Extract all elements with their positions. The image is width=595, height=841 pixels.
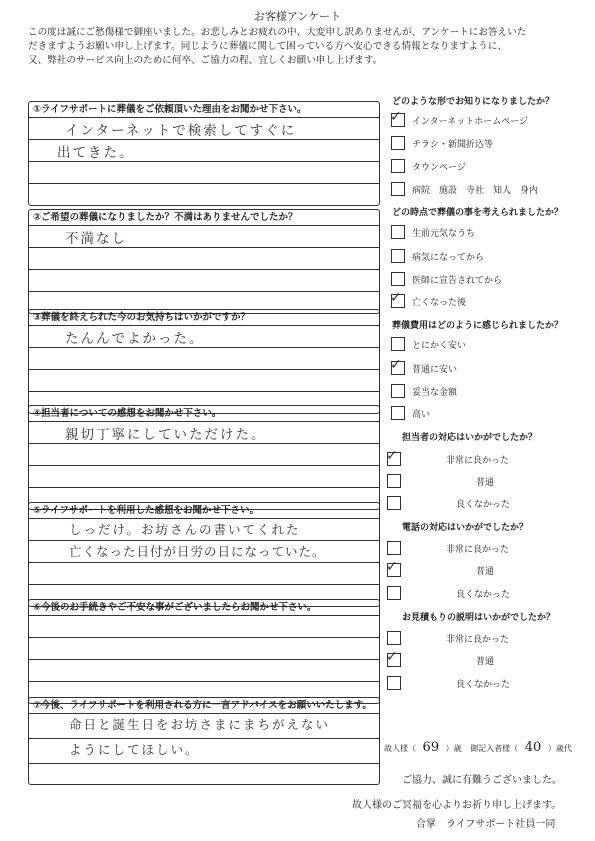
survey-title: 電話の対応はいかがでしたか？ — [402, 523, 529, 533]
survey-option-label: 非常に良かった — [446, 635, 510, 645]
deceased-age-label: 故人様（ — [384, 744, 416, 753]
deceased-age-value[interactable]: 69 — [422, 740, 440, 755]
writer-age-value[interactable]: 40 — [524, 740, 542, 755]
answer-text[interactable]: たんんでよかった。 — [65, 331, 205, 347]
survey-checkbox[interactable] — [387, 631, 401, 645]
survey-option-label: 良くなかった — [456, 500, 511, 510]
survey-title: 葬儀費用はどのように感じられましたか？ — [392, 321, 564, 331]
answer-text[interactable]: 出てきた。 — [57, 145, 135, 161]
survey-option-label: 良くなかった — [456, 680, 511, 690]
question-box-4 — [28, 405, 380, 510]
thanks-text: ご協力、誠に有難うございました。 — [402, 775, 562, 786]
question-label: ⑦今後、ライフサポートを利用される方に一言アドバイスをお願いいたします。 — [29, 698, 379, 714]
survey-option-label: 妥当な金額 — [412, 388, 458, 398]
survey-title: お見積もりの説明はいかがでしたか？ — [402, 613, 556, 623]
survey-checkbox[interactable] — [391, 384, 405, 398]
survey-checkbox[interactable] — [391, 136, 405, 150]
survey-option-label: 病院 施設 寺社 知人 身内 — [412, 186, 539, 196]
survey-checkbox[interactable] — [391, 272, 405, 286]
survey-option-label: インターネットホームページ — [412, 117, 529, 127]
survey-option-label: 医師に宣告されてから — [412, 276, 503, 286]
survey-checkbox[interactable] — [386, 649, 401, 667]
survey-checkbox[interactable] — [391, 337, 405, 351]
survey-option-label: 普通 — [476, 567, 495, 577]
check-mark-icon: ✓ — [390, 357, 402, 373]
survey-option-label: チラシ・新聞折込等 — [412, 140, 494, 150]
survey-checkbox[interactable] — [386, 559, 401, 577]
survey-checkbox[interactable] — [387, 496, 401, 510]
question-box-1 — [28, 101, 380, 206]
survey-option-label: 非常に良かった — [446, 545, 510, 555]
prayer-text: 故人様のご冥福を心よりお祈り申し上げます。 — [352, 800, 562, 811]
survey-option-label: 普通 — [476, 657, 495, 667]
check-mark-icon: ✓ — [390, 290, 402, 306]
question-label: ②ご希望の葬儀になりましたか？不満はありませんでしたか？ — [29, 210, 379, 226]
intro-line: 又、弊社のサービス向上のために何卒、ご協力の程、宜しくお願い申し上げます。 — [28, 55, 383, 66]
check-mark-icon: ✓ — [386, 448, 398, 464]
survey-checkbox[interactable] — [387, 474, 401, 488]
survey-option-label: 病気になってから — [412, 253, 485, 263]
intro-line: だきますようお願い申し上げます。同じように葬儀に関して困っている方へ安心できる情報となりますように、 — [28, 41, 507, 52]
survey-checkbox[interactable] — [391, 159, 405, 173]
survey-checkbox[interactable] — [387, 586, 401, 600]
survey-option-label: 高い — [412, 410, 431, 420]
question-label: ③葬儀を終えられた今のお気持ちはいかがですか？ — [29, 310, 379, 326]
survey-option-label: タウンページ — [412, 163, 466, 173]
answer-text[interactable]: しっだけ。お坊さんの書いてくれた — [69, 522, 301, 537]
writer-age-unit: ）歳代 — [547, 744, 572, 753]
survey-checkbox[interactable] — [391, 249, 405, 263]
survey-checkbox[interactable] — [387, 676, 401, 690]
question-box-2 — [28, 209, 380, 314]
survey-checkbox[interactable] — [390, 357, 405, 375]
survey-checkbox[interactable] — [390, 109, 405, 127]
question-box-5 — [28, 502, 380, 607]
survey-title: どのような形でお知りになりましたか？ — [392, 97, 555, 107]
survey-option-label: 普通 — [476, 478, 495, 488]
survey-option-label: 亡くなった後 — [412, 298, 467, 308]
survey-option-label: 良くなかった — [456, 590, 511, 600]
deceased-age-unit: ）歳 — [445, 744, 462, 753]
answer-text[interactable]: 親切丁寧にしていただけた。 — [65, 427, 267, 443]
answer-text[interactable]: ようにしてほしい。 — [69, 742, 200, 757]
answer-text[interactable]: 命日と誕生日をお坊さまにまちがえない — [69, 717, 331, 732]
writer-age-label: 御記入者様（ — [470, 744, 519, 753]
survey-checkbox[interactable] — [386, 448, 401, 466]
question-box-6 — [28, 599, 380, 704]
survey-option-label: とにかく安い — [412, 341, 467, 351]
survey-title: 担当者の対応はいかがでしたか？ — [402, 433, 538, 443]
survey-option-label: 非常に良かった — [446, 456, 510, 466]
survey-checkbox[interactable] — [387, 541, 401, 555]
survey-checkbox[interactable] — [390, 290, 405, 308]
survey-checkbox[interactable] — [391, 182, 405, 196]
answer-text[interactable]: インターネットで検索してすぐに — [65, 123, 297, 139]
answer-text[interactable]: 不満なし — [65, 231, 127, 247]
question-label: ⑤ライフサポートを利用した感想をお聞かせ下さい。 — [29, 503, 379, 519]
question-label: ①ライフサポートに葬儀をご依頼頂いた理由をお聞かせ下さい。 — [29, 102, 379, 118]
signature-text: 合掌 ライフサポート社員一同 — [416, 819, 556, 830]
intro-line: この度は誠にご愁傷様で御座いました。お悲しみとお疲れの中、大変申し訳ありませんが、アンケートにお答えいた — [28, 27, 527, 38]
age-section — [384, 740, 572, 755]
check-mark-icon: ✓ — [386, 649, 398, 665]
survey-checkbox[interactable] — [391, 225, 405, 239]
check-mark-icon: ✓ — [386, 559, 398, 575]
answer-text[interactable]: 亡くなった日付が日労の日になっていた。 — [69, 544, 326, 559]
check-mark-icon: ✓ — [390, 109, 402, 125]
survey-checkbox[interactable] — [391, 406, 405, 420]
question-label: ⑥今後のお手続きやご不安な事がございましたらお聞かせ下さい。 — [29, 600, 379, 616]
question-box-7 — [28, 697, 380, 785]
survey-option-label: 生前元気なうち — [412, 229, 476, 239]
question-box-3 — [28, 309, 380, 414]
survey-title: どの時点で葬儀の事を考えられましたか？ — [392, 208, 564, 218]
survey-option-label: 普通に安い — [412, 365, 458, 375]
form-title: お客様アンケート — [253, 10, 342, 23]
intro-text — [28, 26, 573, 68]
question-label: ④担当者についての感想をお聞かせ下さい。 — [29, 406, 379, 422]
